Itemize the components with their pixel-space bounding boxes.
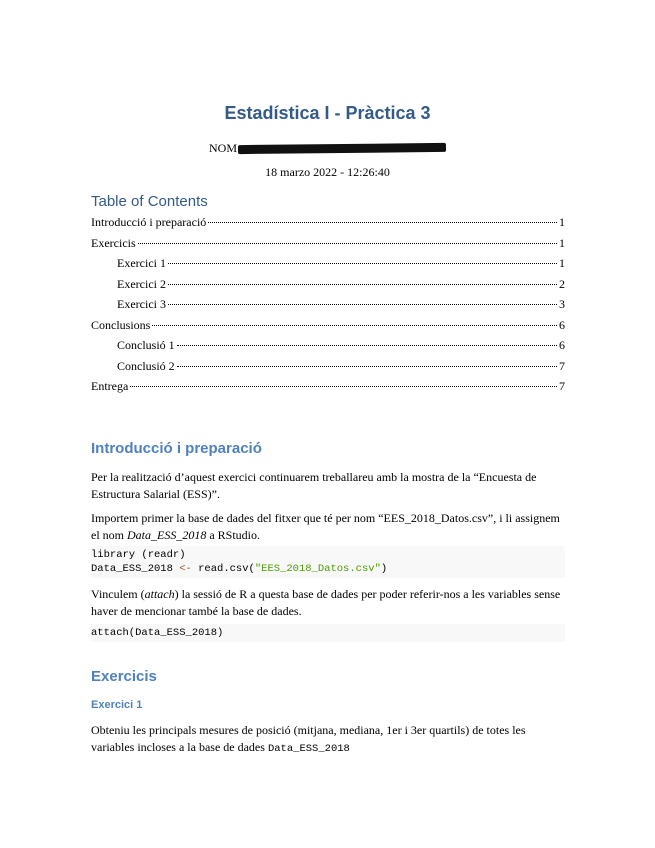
code-string: "EES_2018_Datos.csv": [254, 563, 381, 575]
table-of-contents: [91, 215, 565, 400]
toc-entry-label: Conclusió 2: [117, 358, 175, 373]
code-operator: <-: [179, 563, 192, 575]
toc-entry-label: Conclusió 1: [117, 338, 175, 352]
toc-heading: Table of Contents: [91, 193, 208, 210]
toc-entry[interactable]: [91, 297, 565, 318]
toc-entry[interactable]: [91, 277, 565, 298]
subsection-heading-exercici-1: Exercici 1: [91, 699, 143, 711]
toc-leader: [208, 222, 557, 223]
intro-paragraph-2-text-end: a RStudio.: [206, 528, 261, 542]
intro-paragraph-3: [91, 586, 565, 620]
author-label: NOM: [208, 140, 237, 155]
redacted-name: [238, 143, 446, 154]
toc-entry-page: 6: [559, 317, 565, 332]
toc-leader: [152, 325, 557, 326]
toc-entry-page: 1: [559, 235, 565, 250]
exercici-1-paragraph: [91, 722, 565, 758]
toc-entry[interactable]: [91, 359, 565, 380]
toc-entry-label: Entrega: [91, 379, 129, 393]
dataset-name: Data_ESS_2018: [127, 528, 207, 542]
intro-paragraph-3-text-end: ) la sessió de R a questa base de dades per poder referir-nos a les variables sense haver de mencionar també la base de dades.: [91, 587, 561, 618]
toc-entry-page: 3: [559, 297, 565, 311]
author-line: [0, 140, 655, 156]
toc-leader: [177, 345, 557, 346]
toc-entry-page: 7: [559, 358, 565, 373]
intro-paragraph-3-text: Vinculem (: [91, 587, 145, 601]
toc-entry-label: Exercici 3: [117, 297, 166, 311]
intro-paragraph-2-text: Importem primer la base de dades del fitxer que té per nom “EES_2018_Datos.csv”, i li assignem el nom: [91, 511, 560, 542]
code-block-read-csv: [91, 546, 565, 578]
toc-entry-label: Introducció i preparació: [91, 215, 207, 229]
document-date: 18 marzo 2022 - 12:26:40: [265, 165, 390, 179]
toc-entry-page: 1: [559, 256, 565, 270]
toc-leader: [168, 263, 557, 264]
toc-entry[interactable]: [91, 379, 565, 400]
toc-entry-page: 1: [559, 215, 565, 229]
toc-entry[interactable]: [91, 236, 565, 257]
toc-leader: [130, 386, 557, 387]
dataset-code-name: Data_ESS_2018: [267, 743, 350, 755]
code-token: Data_ESS_2018: [91, 563, 180, 575]
intro-paragraph-1: Per la realització d’aquest exercici continuarem treballareu amb la mostra de la “Encuesta de Estructura Salarial (ESS)”.: [91, 470, 537, 501]
toc-entry-page: 2: [559, 276, 565, 291]
toc-entry-label: Exercici 1: [117, 256, 166, 270]
toc-entry[interactable]: [91, 256, 565, 277]
toc-entry-label: Conclusions: [91, 317, 151, 332]
toc-entry[interactable]: [91, 318, 565, 339]
intro-paragraph-2: [91, 510, 565, 544]
toc-entry-page: 6: [559, 338, 565, 352]
toc-entry-label: Exercicis: [91, 235, 136, 250]
code-token: ): [380, 563, 388, 575]
toc-entry-label: Exercici 2: [117, 276, 166, 291]
section-heading-exercicis: Exercicis: [91, 668, 157, 685]
toc-entry-page: 7: [559, 379, 565, 393]
toc-leader: [168, 284, 557, 285]
toc-leader: [168, 304, 557, 305]
section-heading-intro: Introducció i preparació: [91, 440, 262, 457]
toc-leader: [138, 243, 557, 244]
toc-leader: [177, 366, 557, 367]
toc-entry[interactable]: [91, 215, 565, 236]
code-line: library (readr): [91, 549, 186, 561]
toc-entry[interactable]: [91, 338, 565, 359]
exercici-1-text: Obteniu les principals mesures de posició (mitjana, mediana, 1er i 3er quartils) de totes les variables incloses a la base de dades: [91, 723, 526, 754]
code-token: read.csv(: [191, 563, 255, 575]
attach-term: attach: [144, 587, 175, 601]
code-block-attach: attach(Data_ESS_2018): [91, 624, 565, 642]
document-title: Estadística I - Pràctica 3: [224, 103, 431, 123]
